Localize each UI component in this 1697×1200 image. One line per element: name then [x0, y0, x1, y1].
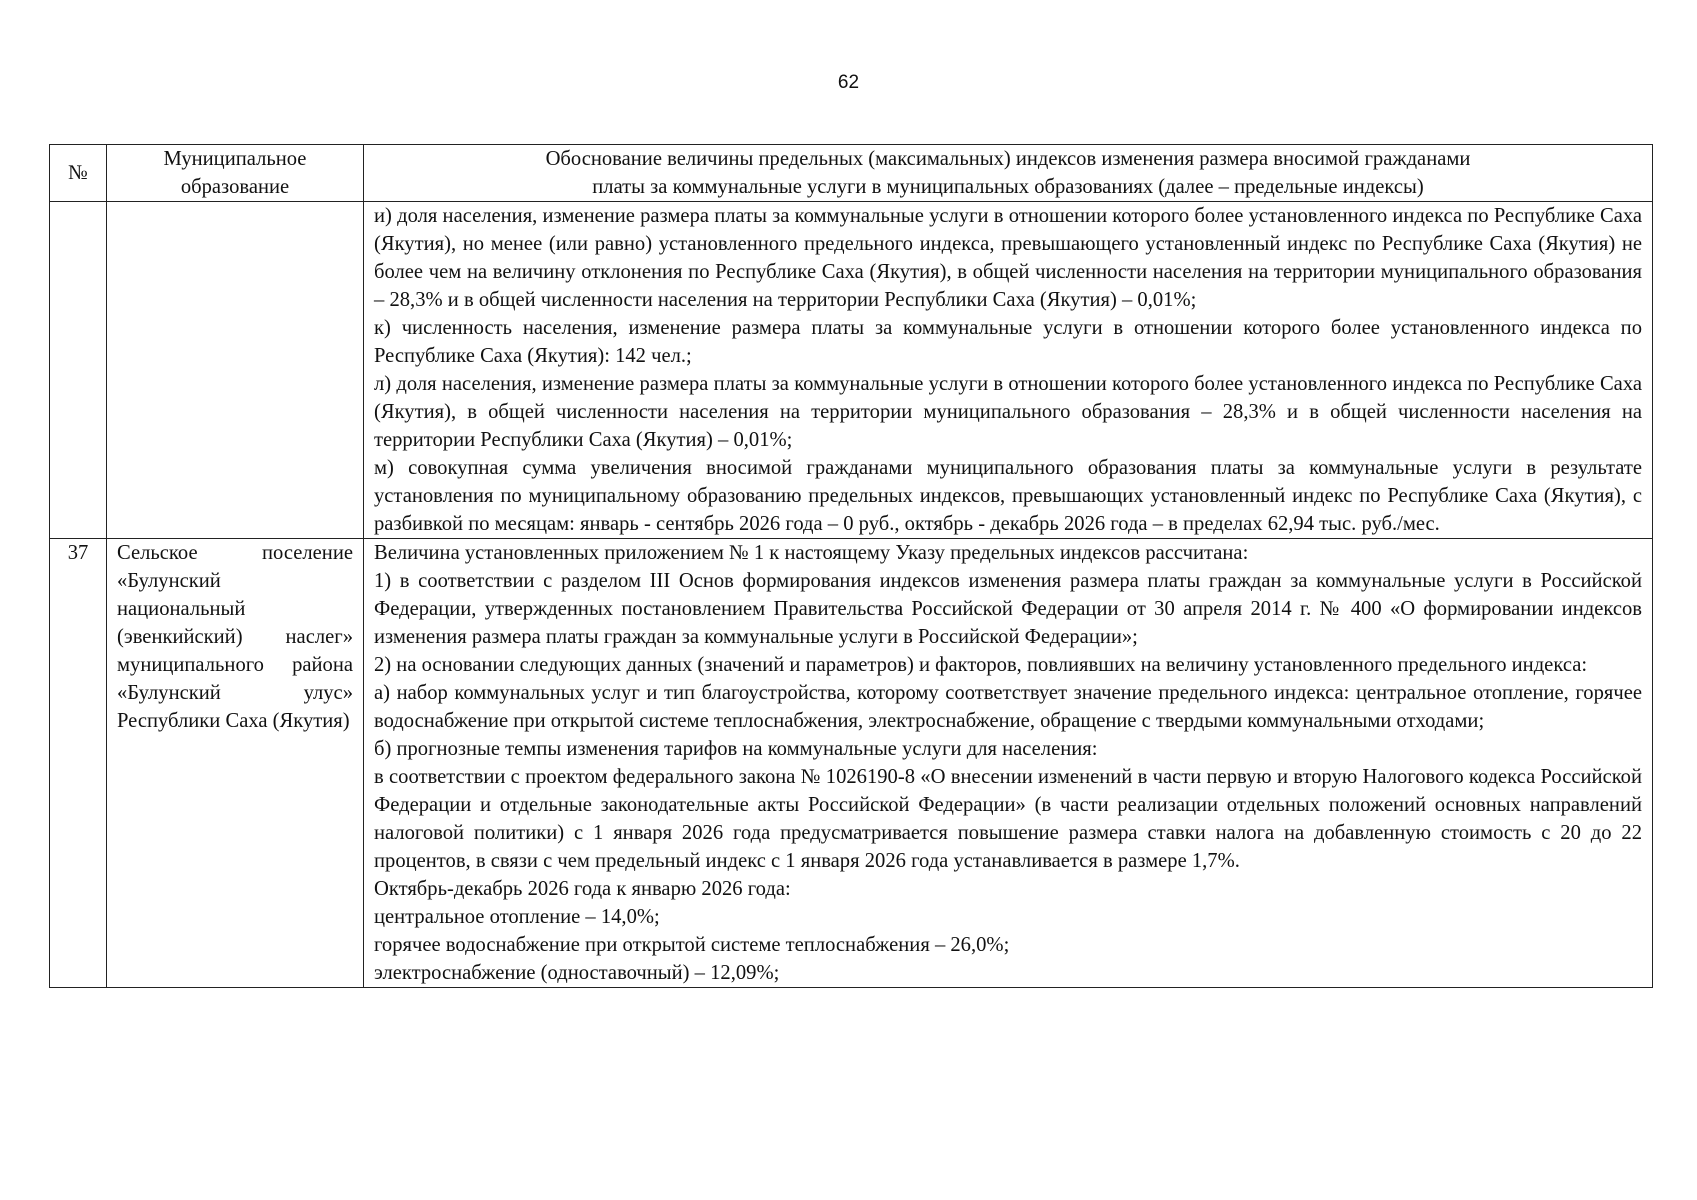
row-municipality: Сельское поселение «Булунский национальный (эвенкийский) наслег» муниципального района «Булунский улус» Республики Саха (Якутия) — [107, 539, 364, 988]
paragraph: л) доля населения, изменение размера платы за коммунальные услуги в отношении которого более установленного индекса по Республике Саха (Якутия), в общей численности населения на территории муниципального образования – 28,3% и в общей численности населения на территории Республики Саха (Якутия) – 0,01%; — [374, 373, 1642, 451]
header-justification-line1: Обоснование величины предельных (максимальных) индексов изменения размера вносимой гражданами — [545, 148, 1471, 170]
row-number — [50, 202, 107, 539]
header-justification-line2: платы за коммунальные услуги в муниципальных образованиях (далее – предельные индексы) — [592, 176, 1424, 198]
table-row — [50, 539, 1653, 988]
paragraph: а) набор коммунальных услуг и тип благоустройства, которому соответствует значение предельного индекса: центральное отопление, горячее водоснабжение при открытой системе теплоснабжения, электроснабжение, обращение с твердыми коммунальными отходами; — [374, 682, 1642, 732]
paragraph: в соответствии с проектом федерального закона № 1026190-8 «О внесении изменений в части первую и вторую Налогового кодекса Российской Федерации и отдельные законодательные акты Российской Федерации» (в части реализации отдельных положений основных направлений налоговой политики) с 1 января 2026 года предусматривается повышение размера ставки налога на добавленную стоимость с 20 до 22 процентов, в связи с чем предельный индекс с 1 января 2026 года устанавливается в размере 1,7%. — [374, 766, 1642, 872]
row-number: 37 — [50, 539, 107, 988]
row-justification — [364, 539, 1653, 988]
indices-table — [49, 144, 1653, 988]
header-no: № — [50, 145, 107, 202]
header-municipality: Муниципальное образование — [107, 145, 364, 202]
row-justification — [364, 202, 1653, 539]
paragraph: к) численность населения, изменение размера платы за коммунальные услуги в отношении которого более установленного индекса по Республике Саха (Якутия): 142 чел.; — [374, 317, 1642, 367]
header-justification — [364, 145, 1653, 202]
table-row — [50, 202, 1653, 539]
paragraph: Октябрь-декабрь 2026 года к январю 2026 года: — [374, 878, 791, 900]
table-header-row — [50, 145, 1653, 202]
row-municipality — [107, 202, 364, 539]
paragraph: и) доля населения, изменение размера платы за коммунальные услуги в отношении которого более установленного индекса по Республике Саха (Якутия), но менее (или равно) установленного предельного индекса, превышающего установленный индекс по Республике Саха (Якутия) не более чем на величину отклонения по Республике Саха (Якутия), в общей численности населения на территории муниципального образования – 28,3% и в общей численности населения на территории Республики Саха (Якутия) – 0,01%; — [374, 205, 1642, 311]
paragraph: Величина установленных приложением № 1 к настоящему Указу предельных индексов рассчитана: — [374, 542, 1249, 564]
paragraph: м) совокупная сумма увеличения вносимой гражданами муниципального образования платы за коммунальные услуги в результате установления по муниципальному образованию предельных индексов, превышающих установленный индекс по Республике Саха (Якутия), с разбивкой по месяцам: январь - сентябрь 2026 года – 0 руб., октябрь - декабрь 2026 года – в пределах 62,94 тыс. руб./мес. — [374, 457, 1642, 535]
paragraph: б) прогнозные темпы изменения тарифов на коммунальные услуги для населения: — [374, 738, 1098, 760]
paragraph: центральное отопление – 14,0%; — [374, 906, 660, 928]
paragraph: 1) в соответствии с разделом III Основ формирования индексов изменения размера платы граждан за коммунальные услуги в Российской Федерации, утвержденных постановлением Правительства Российской Федерации от 30 апреля 2014 г. № 400 «О формировании индексов изменения размера платы граждан за коммунальные услуги в Российской Федерации»; — [374, 570, 1642, 648]
page-number: 62 — [837, 72, 860, 93]
paragraph: горячее водоснабжение при открытой системе теплоснабжения – 26,0%; — [374, 934, 1010, 956]
paragraph: электроснабжение (одноставочный) – 12,09%; — [374, 962, 780, 984]
paragraph: 2) на основании следующих данных (значений и параметров) и факторов, повлиявших на величину установленного предельного индекса: — [374, 654, 1588, 676]
